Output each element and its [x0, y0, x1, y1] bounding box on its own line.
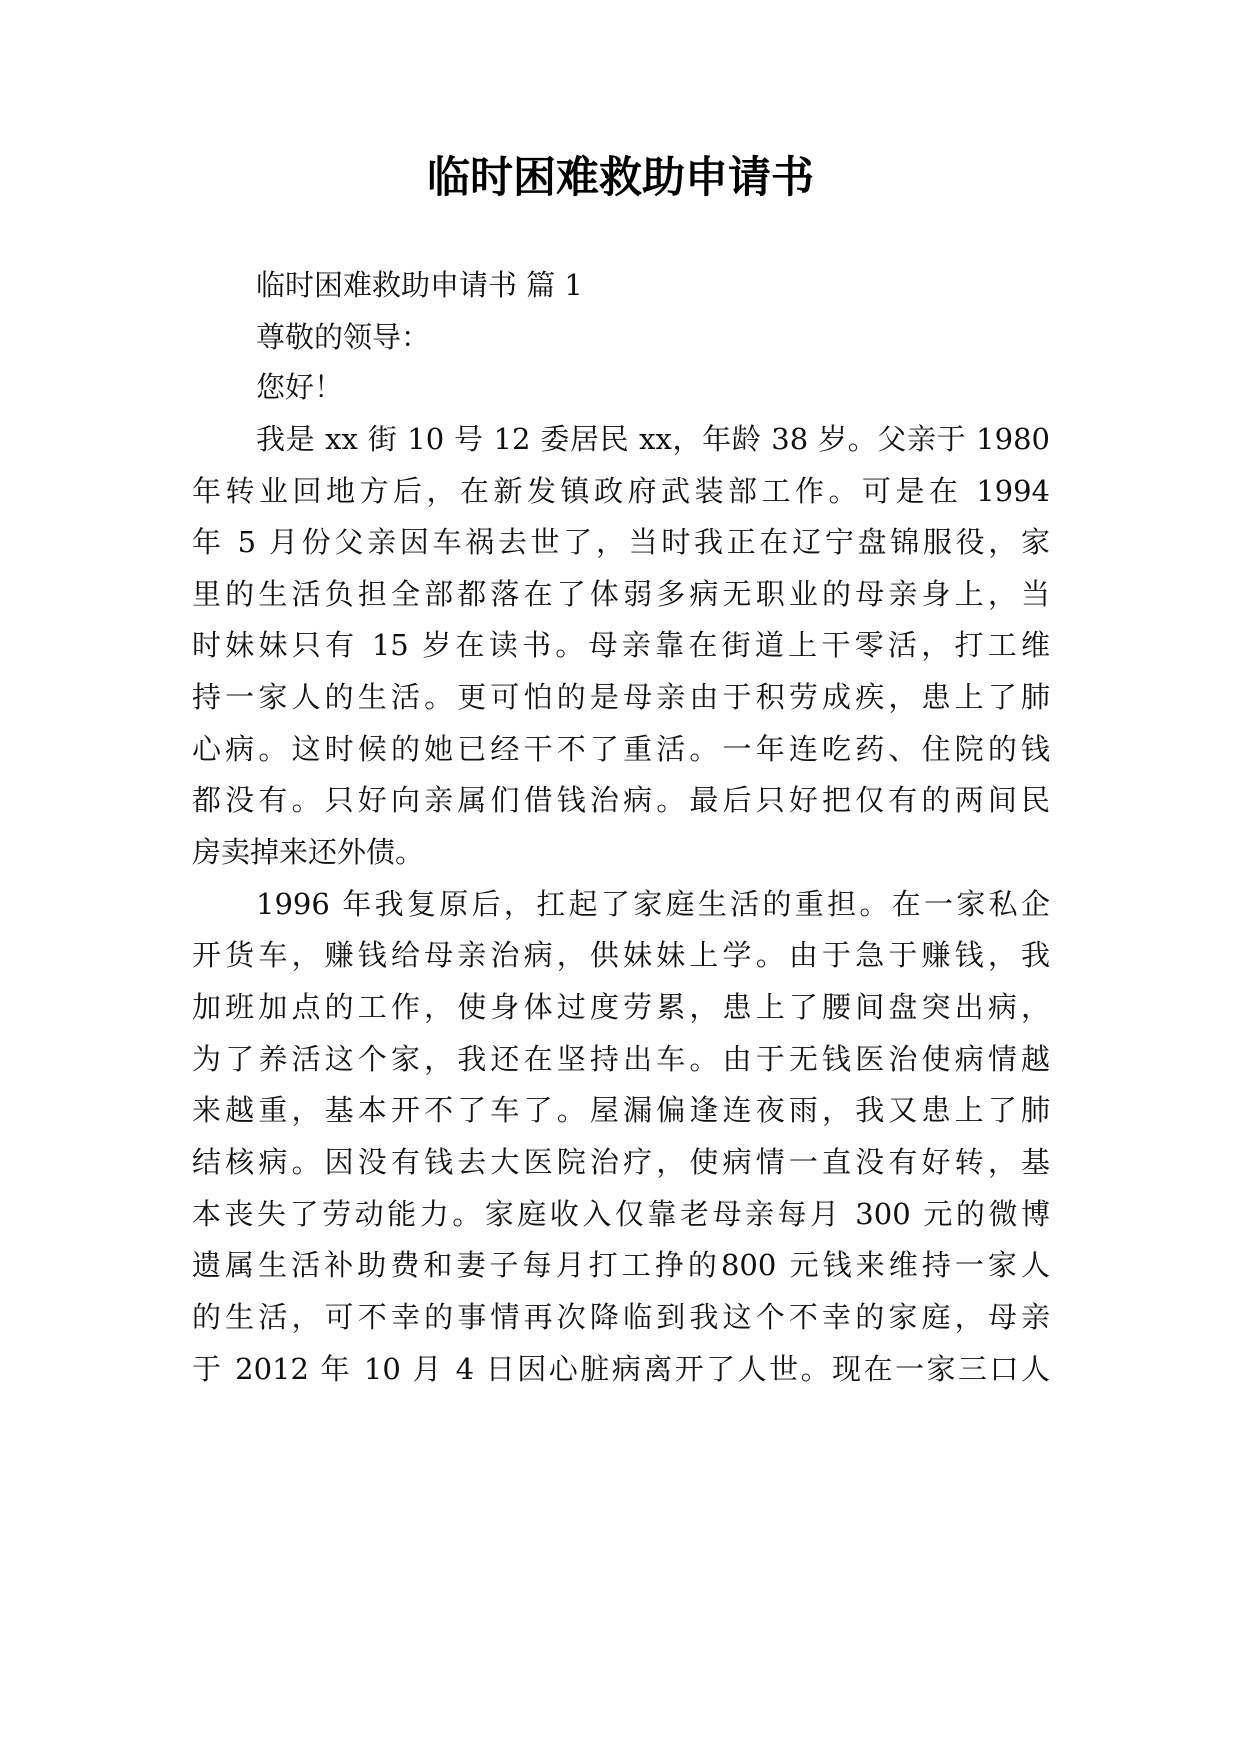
paragraph-line: 我是 xx 街 10 号 12 委居民 xx，年龄 38 岁。父亲于 1980 — [256, 422, 1050, 456]
paragraph-line: 年转业回地方后，在新发镇政府武装部工作。可是在 1994 — [192, 474, 1050, 508]
paragraph-line: 为了养活这个家，我还在坚持出车。由于无钱医治使病情越 — [192, 1042, 1050, 1076]
paragraph-line: 于 2012 年 10 月 4 日因心脏病离开了人世。现在一家三口人 — [192, 1352, 1050, 1386]
greeting: 您好！ — [256, 370, 344, 404]
paragraph-line: 遗属生活补助费和妻子每月打工挣的800 元钱来维持一家人 — [192, 1248, 1050, 1282]
paragraph-line: 的生活，可不幸的事情再次降临到我这个不幸的家庭，母亲 — [192, 1300, 1050, 1334]
section-heading: 临时困难救助申请书 篇 1 — [256, 268, 583, 302]
paragraph-line: 心病。这时候的她已经干不了重活。一年连吃药、住院的钱 — [192, 732, 1050, 766]
paragraph-line: 加班加点的工作，使身体过度劳累，患上了腰间盘突出病， — [192, 990, 1050, 1024]
paragraph-line: 开货车，赚钱给母亲治病，供妹妹上学。由于急于赚钱，我 — [192, 938, 1050, 972]
paragraph-line: 里的生活负担全部都落在了体弱多病无职业的母亲身上，当 — [192, 577, 1050, 611]
paragraph-line: 本丧失了劳动能力。家庭收入仅靠老母亲每月 300 元的微博 — [192, 1197, 1050, 1231]
paragraph-line: 结核病。因没有钱去大医院治疗，使病情一直没有好转，基 — [192, 1145, 1050, 1179]
paragraph-line: 都没有。只好向亲属们借钱治病。最后只好把仅有的两间民 — [192, 783, 1050, 817]
paragraph-line: 房卖掉来还外债。 — [192, 835, 425, 869]
document-title: 临时困难救助申请书 — [427, 153, 814, 203]
paragraph-line: 1996 年我复原后，扛起了家庭生活的重担。在一家私企 — [256, 887, 1050, 921]
paragraph-line: 时妹妹只有 15 岁在读书。母亲靠在街道上干零活，打工维 — [192, 628, 1050, 662]
salutation: 尊敬的领导： — [256, 320, 431, 354]
paragraph-line: 来越重，基本开不了车了。屋漏偏逢连夜雨，我又患上了肺 — [192, 1093, 1050, 1127]
paragraph-line: 年 5 月份父亲因车祸去世了，当时我正在辽宁盘锦服役，家 — [192, 525, 1050, 559]
paragraph-line: 持一家人的生活。更可怕的是母亲由于积劳成疾，患上了肺 — [192, 680, 1050, 714]
